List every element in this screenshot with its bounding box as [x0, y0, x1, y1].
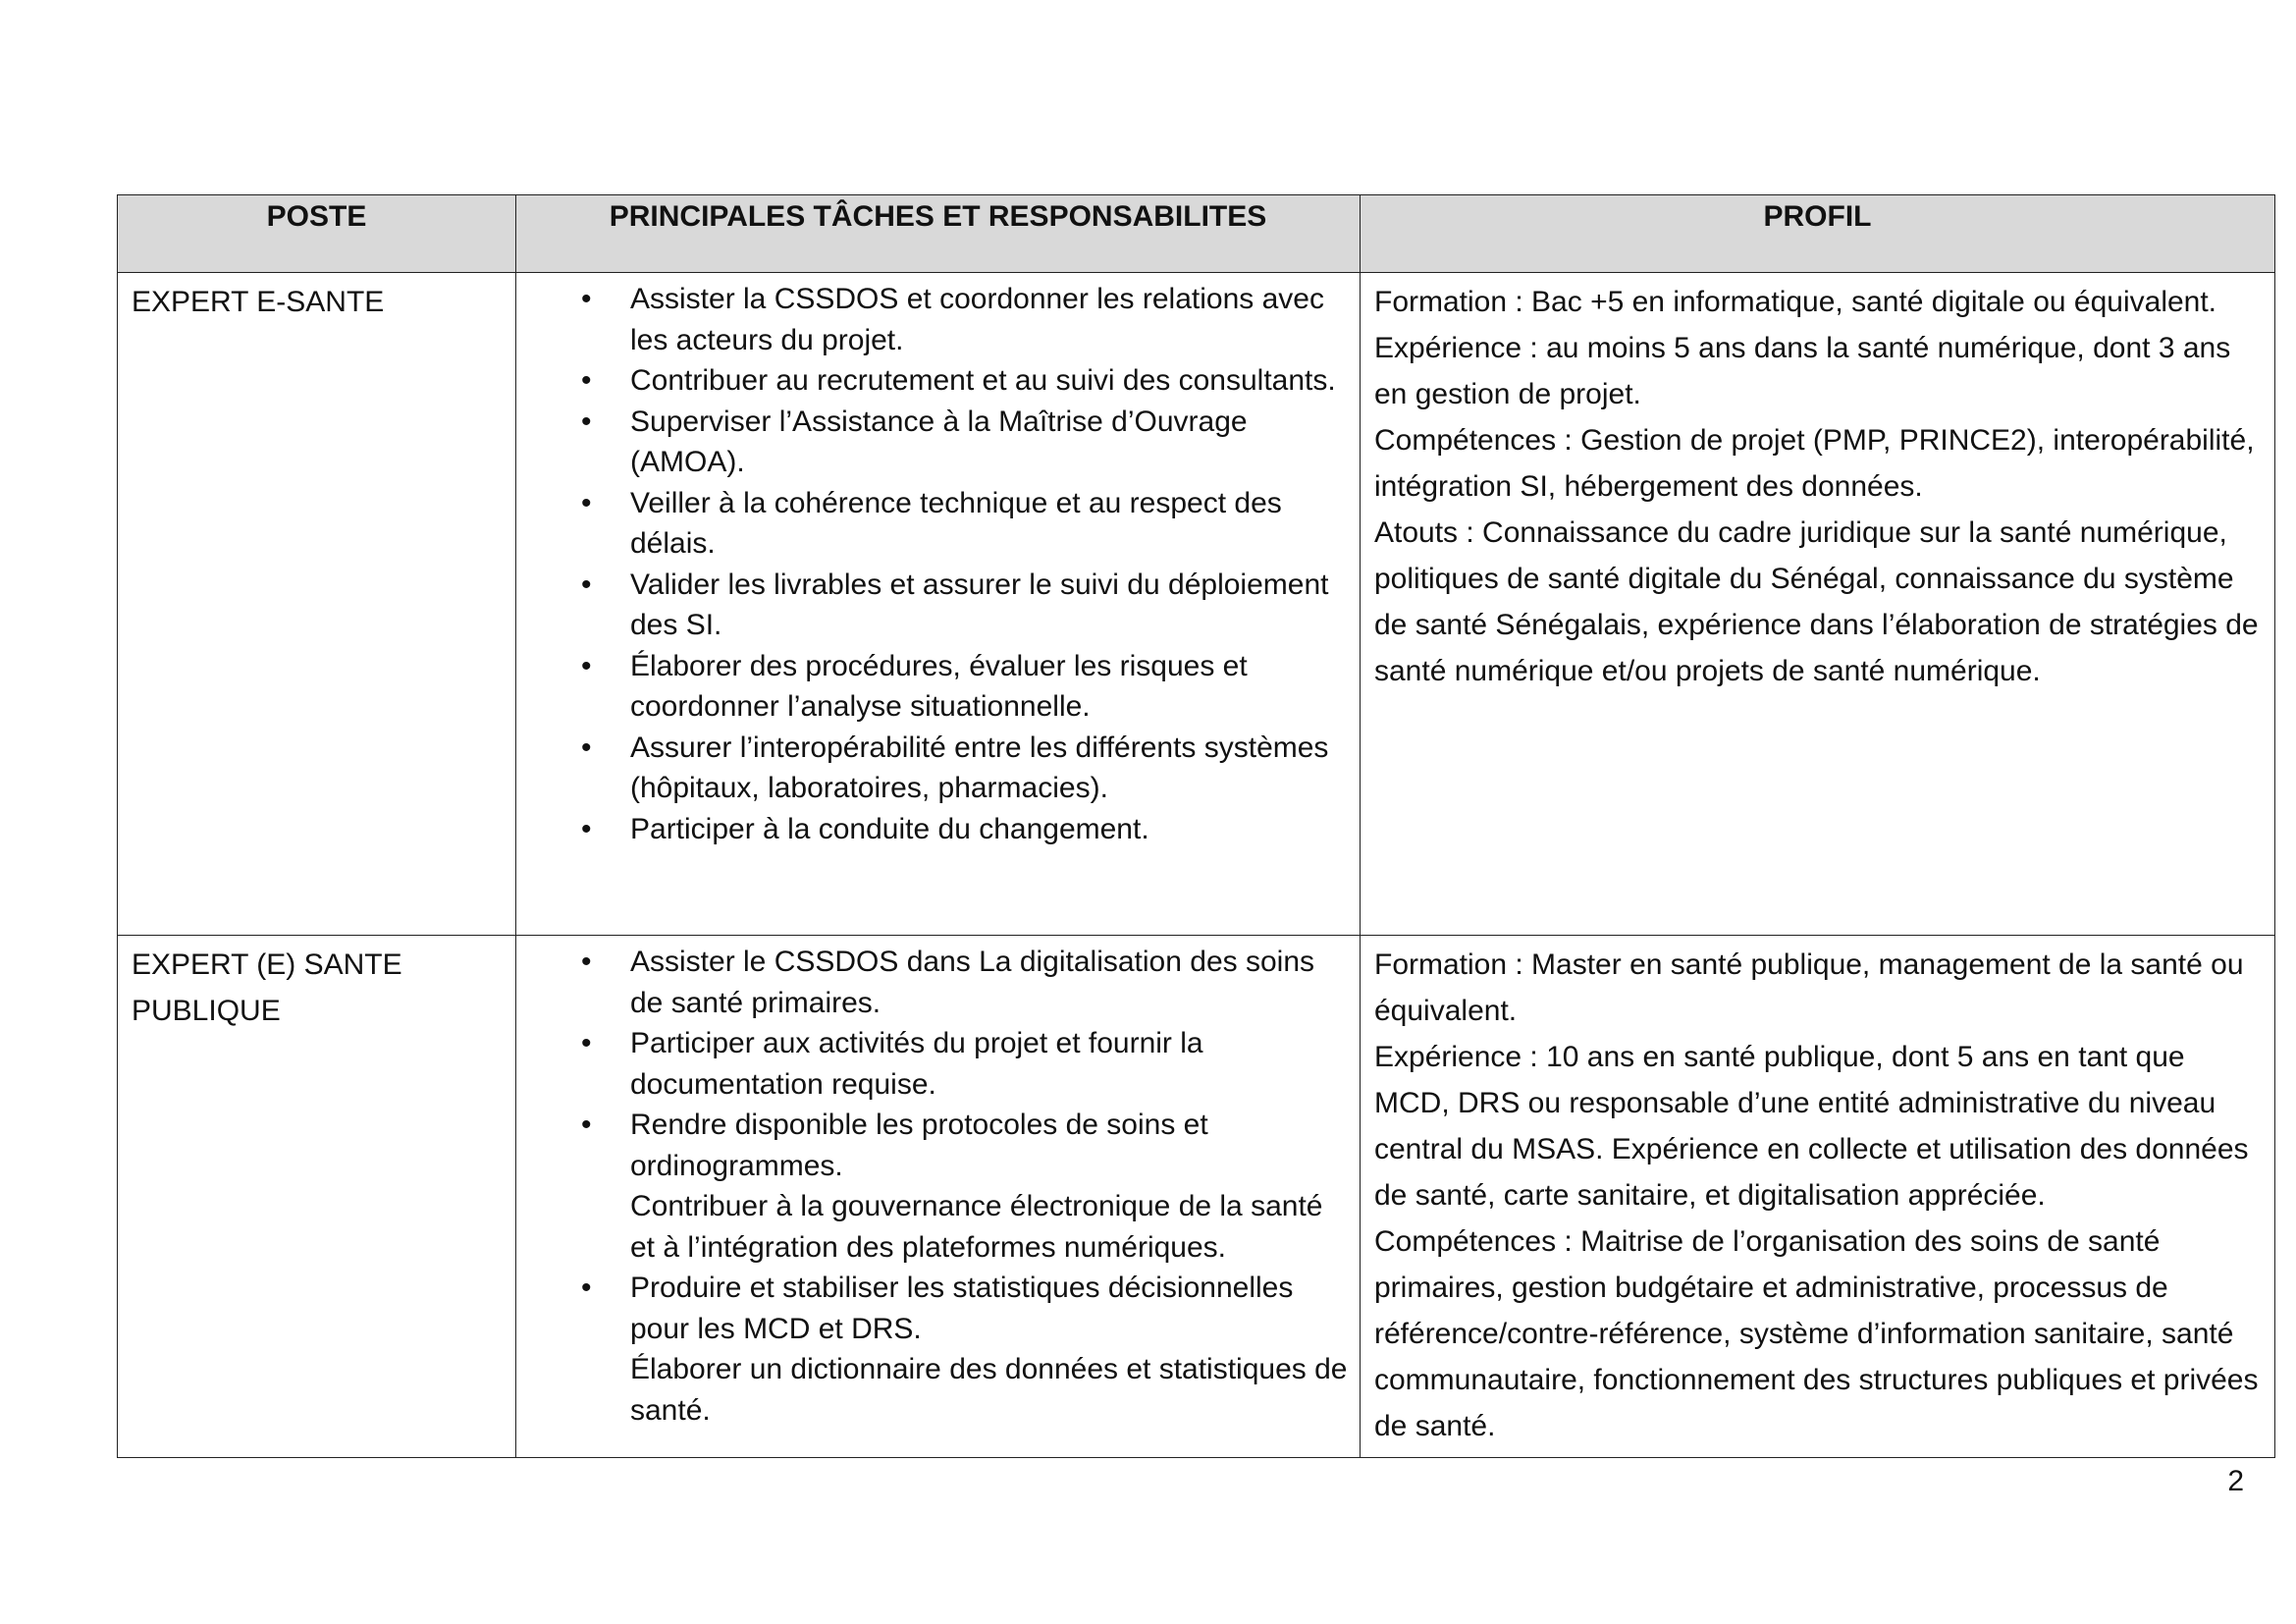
- taches-cell: [516, 273, 1361, 936]
- profil-formation: Formation : Master en santé publique, management de la santé ou équivalent.: [1374, 948, 2244, 1027]
- task-item: • Participer aux activités du projet et fournir la documentation requise.: [581, 1023, 1350, 1105]
- task-item: • Veiller à la cohérence technique et au respect des délais.: [581, 483, 1350, 565]
- task-item: • Contribuer au recrutement et au suivi des consultants.: [581, 360, 1350, 402]
- profil-cell: [1361, 273, 2275, 936]
- task-item: • Assister la CSSDOS et coordonner les relations avec les acteurs du projet.: [581, 279, 1350, 360]
- job-profiles-table: [117, 194, 2275, 1458]
- table-body: [118, 273, 2275, 1458]
- task-list: [581, 942, 1350, 1431]
- page-number: 2: [2227, 1465, 2244, 1497]
- task-item: • Superviser l’Assistance à la Maîtrise d’Ouvrage (AMOA).: [581, 402, 1350, 483]
- table-row: [118, 273, 2275, 936]
- task-item: • Valider les livrables et assurer le suivi du déploiement des SI.: [581, 565, 1350, 646]
- task-item: • Produire et stabiliser les statistiques décisionnelles pour les MCD et DRS.: [581, 1268, 1350, 1349]
- header-row: [118, 195, 2275, 273]
- taches-cell: [516, 936, 1361, 1458]
- task-item: • Rendre disponible les protocoles de soins et ordinogrammes.: [581, 1105, 1350, 1186]
- header-poste: POSTE: [118, 195, 516, 273]
- profil-experience: Expérience : 10 ans en santé publique, dont 5 ans en tant que MCD, DRS ou responsable d’une entité administrative du niveau central du MSAS. Expérience en collecte et utilisation des données de santé, carte sanitaire, et digitalisation appréciée.: [1374, 1041, 2249, 1212]
- poste-cell: EXPERT E-SANTE: [118, 273, 516, 936]
- profil-atouts: Atouts : Connaissance du cadre juridique sur la santé numérique, politiques de santé digitale du Sénégal, connaissance du système de santé Sénégalais, expérience dans l’élaboration de stratégies de santé numérique et/ou projets de santé numérique.: [1374, 516, 2259, 687]
- task-list: [581, 279, 1350, 849]
- task-item: • Assurer l’interopérabilité entre les différents systèmes (hôpitaux, laboratoires, pharmacies).: [581, 728, 1350, 809]
- task-item: • Participer à la conduite du changement.: [581, 809, 1350, 850]
- profil-competences: Compétences : Maitrise de l’organisation des soins de santé primaires, gestion budgétaire et administrative, processus de référence/contre-référence, système d’information sanitaire, santé communautaire, fonctionnement des structures publiques et privées de santé.: [1374, 1225, 2259, 1442]
- profil-competences: Compétences : Gestion de projet (PMP, PRINCE2), interopérabilité, intégration SI, hébergement des données.: [1374, 424, 2255, 503]
- header-taches: PRINCIPALES TÂCHES ET RESPONSABILITES: [516, 195, 1361, 273]
- task-item: Élaborer un dictionnaire des données et statistiques de santé.: [630, 1353, 1348, 1427]
- profil-cell: [1361, 936, 2275, 1458]
- profil-experience: Expérience : au moins 5 ans dans la santé numérique, dont 3 ans en gestion de projet.: [1374, 332, 2231, 410]
- table-header: [118, 195, 2275, 273]
- poste-cell: EXPERT (E) SANTE PUBLIQUE: [118, 936, 516, 1458]
- task-item: Contribuer à la gouvernance électronique de la santé et à l’intégration des plateformes numériques.: [630, 1190, 1323, 1264]
- table-row: [118, 936, 2275, 1458]
- task-item: • Assister le CSSDOS dans La digitalisation des soins de santé primaires.: [581, 942, 1350, 1023]
- header-profil: PROFIL: [1361, 195, 2275, 273]
- task-item: • Élaborer des procédures, évaluer les risques et coordonner l’analyse situationnelle.: [581, 646, 1350, 728]
- profil-formation: Formation : Bac +5 en informatique, santé digitale ou équivalent.: [1374, 286, 2217, 318]
